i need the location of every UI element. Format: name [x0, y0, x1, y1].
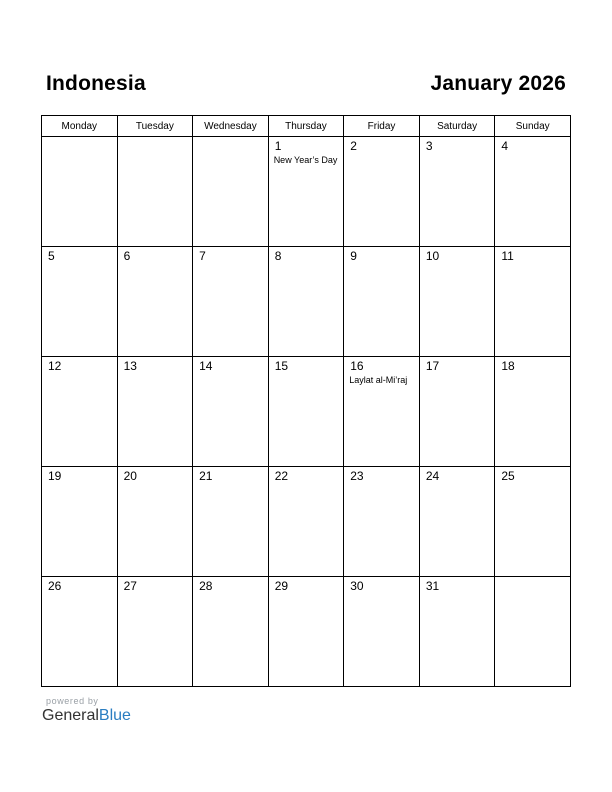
- weekday-header: Monday: [42, 116, 118, 137]
- calendar-grid: [41, 115, 571, 687]
- day-number: 6: [123, 249, 131, 263]
- day-number: 31: [425, 579, 440, 593]
- day-cell: [268, 247, 344, 357]
- day-cell: [344, 357, 420, 467]
- day-number: 20: [123, 469, 137, 483]
- day-cell: [117, 467, 193, 577]
- day-cell: [419, 577, 495, 687]
- country-title: Indonesia: [46, 72, 146, 95]
- day-number: [193, 137, 268, 140]
- day-cell: [117, 137, 193, 247]
- calendar-body: [42, 137, 571, 687]
- day-cell: [495, 467, 571, 577]
- day-number: 3: [425, 139, 433, 153]
- day-number: [495, 577, 570, 580]
- day-number: 24: [425, 469, 440, 483]
- day-cell: [42, 247, 118, 357]
- day-cell: [495, 357, 571, 467]
- day-number: 11: [501, 249, 514, 263]
- day-cell: [419, 247, 495, 357]
- day-number: 29: [274, 579, 289, 593]
- month-title: January 2026: [430, 72, 566, 95]
- week-row: [42, 247, 571, 357]
- day-number: 12: [48, 359, 62, 373]
- day-cell: [419, 467, 495, 577]
- day-number: 4: [501, 139, 509, 153]
- holiday-label: New Year’s Day: [273, 155, 338, 165]
- day-number: 2: [350, 139, 357, 153]
- day-number: 14: [199, 359, 213, 373]
- weekday-header: Wednesday: [193, 116, 269, 137]
- day-cell: [193, 247, 269, 357]
- day-cell: [42, 357, 118, 467]
- day-cell: [193, 467, 269, 577]
- day-number: 10: [425, 249, 440, 263]
- day-number: 8: [274, 249, 282, 263]
- day-number: 22: [274, 469, 289, 483]
- day-cell: [268, 137, 344, 247]
- day-number: 17: [425, 359, 440, 373]
- day-cell: [344, 137, 420, 247]
- day-number: [118, 137, 193, 140]
- generalblue-logo: [42, 707, 131, 725]
- day-cell: [344, 247, 420, 357]
- day-cell: [495, 137, 571, 247]
- day-number: 1: [274, 139, 282, 153]
- weekday-header-row: [42, 116, 571, 137]
- day-cell: [495, 247, 571, 357]
- holiday-label: Laylat al-Mi’raj: [349, 375, 408, 385]
- day-number: 15: [274, 359, 289, 373]
- weekday-header: Tuesday: [117, 116, 193, 137]
- day-cell: [42, 577, 118, 687]
- day-cell: [117, 577, 193, 687]
- day-cell: [42, 467, 118, 577]
- day-number: 5: [48, 249, 55, 263]
- day-cell: [42, 137, 118, 247]
- day-cell: [344, 577, 420, 687]
- powered-by-text: powered by: [46, 696, 99, 706]
- weekday-header: Friday: [344, 116, 420, 137]
- weekday-header: Saturday: [419, 116, 495, 137]
- day-number: 23: [350, 469, 364, 483]
- day-number: 21: [199, 469, 213, 483]
- day-number: 28: [199, 579, 213, 593]
- day-cell: [117, 247, 193, 357]
- brand-blue: Blue: [98, 707, 131, 724]
- day-number: 13: [123, 359, 137, 373]
- day-cell: [268, 577, 344, 687]
- day-cell: [268, 357, 344, 467]
- weekday-header: Sunday: [495, 116, 571, 137]
- day-number: 26: [48, 579, 62, 593]
- weekday-header: Thursday: [268, 116, 344, 137]
- day-number: 16: [350, 359, 364, 373]
- day-cell: [419, 357, 495, 467]
- week-row: [42, 577, 571, 687]
- week-row: [42, 357, 571, 467]
- day-number: 18: [501, 359, 515, 373]
- brand-general: General: [42, 707, 99, 724]
- day-number: 30: [350, 579, 364, 593]
- week-row: [42, 137, 571, 247]
- day-cell: [268, 467, 344, 577]
- day-number: 27: [123, 579, 137, 593]
- day-cell: [193, 577, 269, 687]
- week-row: [42, 467, 571, 577]
- day-cell: [193, 357, 269, 467]
- footer-logo: [42, 696, 131, 725]
- day-cell: [495, 577, 571, 687]
- day-cell: [193, 137, 269, 247]
- day-cell: [117, 357, 193, 467]
- day-cell: [344, 467, 420, 577]
- day-cell: [419, 137, 495, 247]
- day-number: 7: [199, 249, 206, 263]
- day-number: 25: [501, 469, 515, 483]
- day-number: [42, 137, 117, 140]
- day-number: 9: [350, 249, 357, 263]
- day-number: 19: [48, 469, 62, 483]
